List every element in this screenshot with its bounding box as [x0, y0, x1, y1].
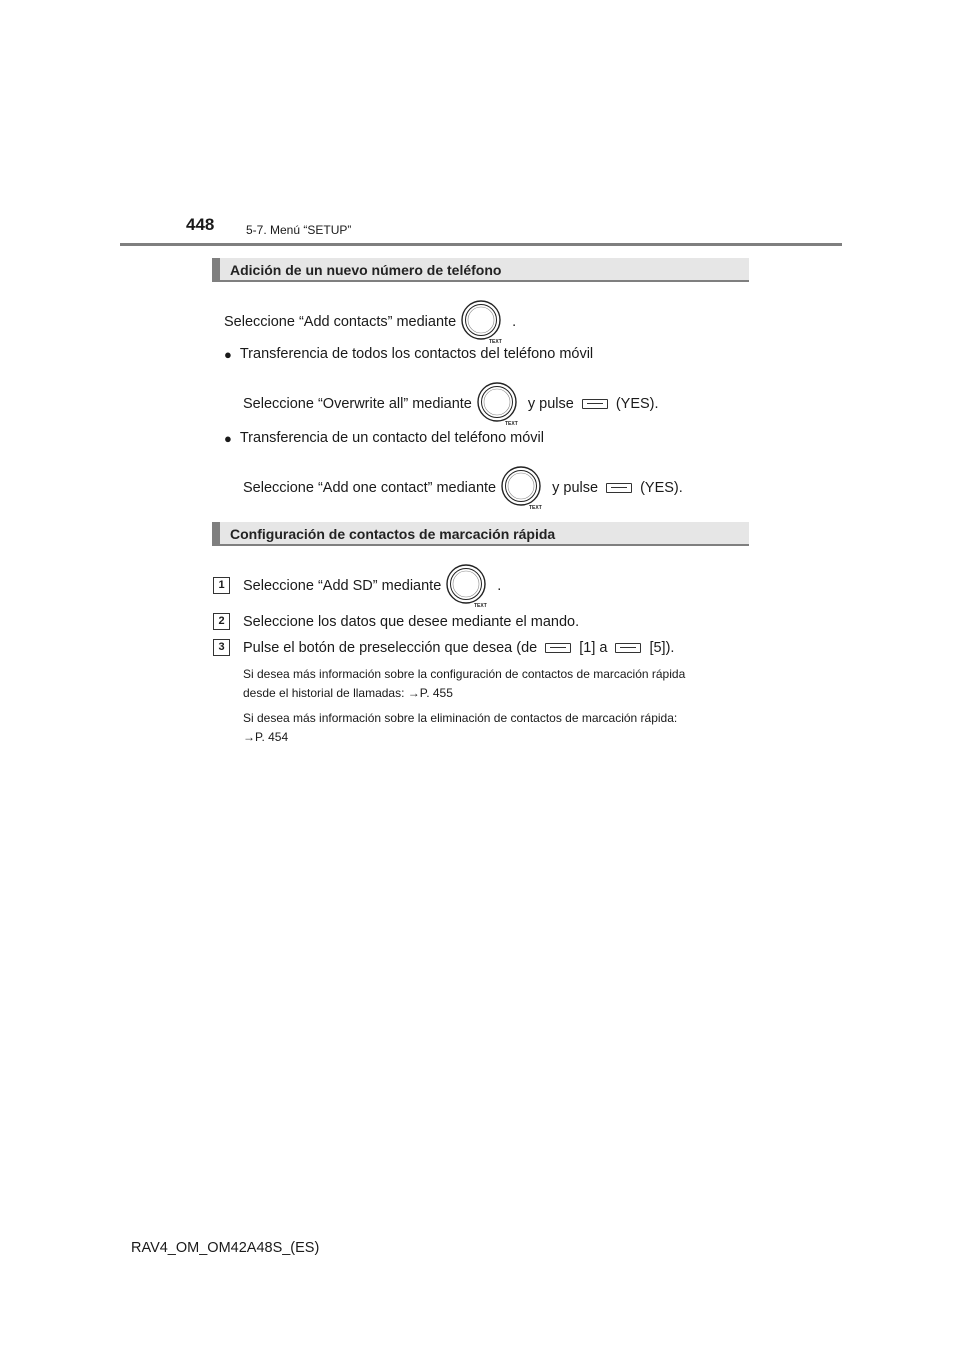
page-number: 448 — [186, 215, 215, 234]
note-1-line-2: desde el historial de llamadas: →P. 455 — [243, 686, 453, 700]
bullet-2-title — [224, 430, 544, 446]
preset-button-icon — [615, 643, 641, 653]
note-2-line-1: Si desea más información sobre la eliminación de contactos de marcación rápida: — [243, 711, 678, 725]
controller-knob-icon — [445, 563, 491, 609]
step-number-3: 3 — [213, 639, 230, 656]
preset-button-icon — [582, 399, 608, 409]
preset-button-icon — [606, 483, 632, 493]
controller-knob-icon — [500, 465, 546, 511]
bullet-2-instruction — [243, 464, 683, 512]
bullet-icon: ● — [224, 430, 232, 446]
instruction-pre: Seleccione “Add one contact” mediante — [243, 480, 497, 496]
instruction-pre: Seleccione “Overwrite all” mediante — [243, 396, 472, 412]
svg-text:TEXT: TEXT — [529, 505, 542, 511]
section-heading-speed-dial — [212, 522, 749, 546]
instruction-mid: y pulse — [552, 480, 599, 496]
instruction-post: (YES). — [615, 396, 659, 412]
step-2 — [243, 614, 579, 630]
step-number-1: 1 — [213, 577, 230, 594]
document-code: RAV4_OM_OM42A48S_(ES) — [131, 1240, 320, 1256]
bullet-1-instruction — [243, 380, 659, 428]
controller-knob-icon — [460, 299, 506, 345]
preset-button-icon — [545, 643, 571, 653]
section-heading-add-number — [212, 258, 749, 282]
svg-text:TEXT: TEXT — [474, 603, 488, 609]
step-text-mid: [1] a — [579, 640, 608, 656]
note-2-line-2: →P. 454 — [243, 730, 289, 744]
header-rule — [120, 243, 842, 246]
step-number-2: 2 — [213, 613, 230, 630]
intro-text: Seleccione “Add contacts” mediante — [224, 314, 457, 330]
step-text: Seleccione “Add SD” mediante — [243, 578, 442, 594]
step-end: . — [497, 578, 502, 594]
svg-text:TEXT: TEXT — [489, 339, 502, 345]
intro-instruction — [224, 298, 516, 346]
section-header: 5-7. Menú “SETUP” — [246, 223, 352, 237]
step-3 — [243, 640, 674, 656]
step-text: Seleccione los datos que desee mediante el mando. — [243, 614, 580, 630]
step-text-pre: Pulse el botón de preselección que desea (de — [243, 640, 538, 656]
intro-end: . — [512, 314, 517, 330]
bullet-title: Transferencia de un contacto del teléfono móvil — [239, 430, 544, 446]
bullet-icon: ● — [224, 346, 232, 362]
step-1 — [243, 562, 501, 610]
bullet-title: Transferencia de todos los contactos del teléfono móvil — [239, 346, 594, 362]
bullet-1-title — [224, 346, 593, 362]
instruction-post: (YES). — [640, 480, 683, 496]
section-heading-text: Configuración de contactos de marcación rápida — [230, 526, 556, 542]
svg-text:TEXT: TEXT — [504, 421, 518, 427]
note-1-line-1: Si desea más información sobre la configuración de contactos de marcación rápida — [243, 667, 686, 681]
step-text-post: [5]). — [649, 640, 675, 656]
section-heading-text: Adición de un nuevo número de teléfono — [230, 262, 502, 278]
instruction-mid: y pulse — [527, 396, 574, 412]
controller-knob-icon — [476, 381, 522, 427]
